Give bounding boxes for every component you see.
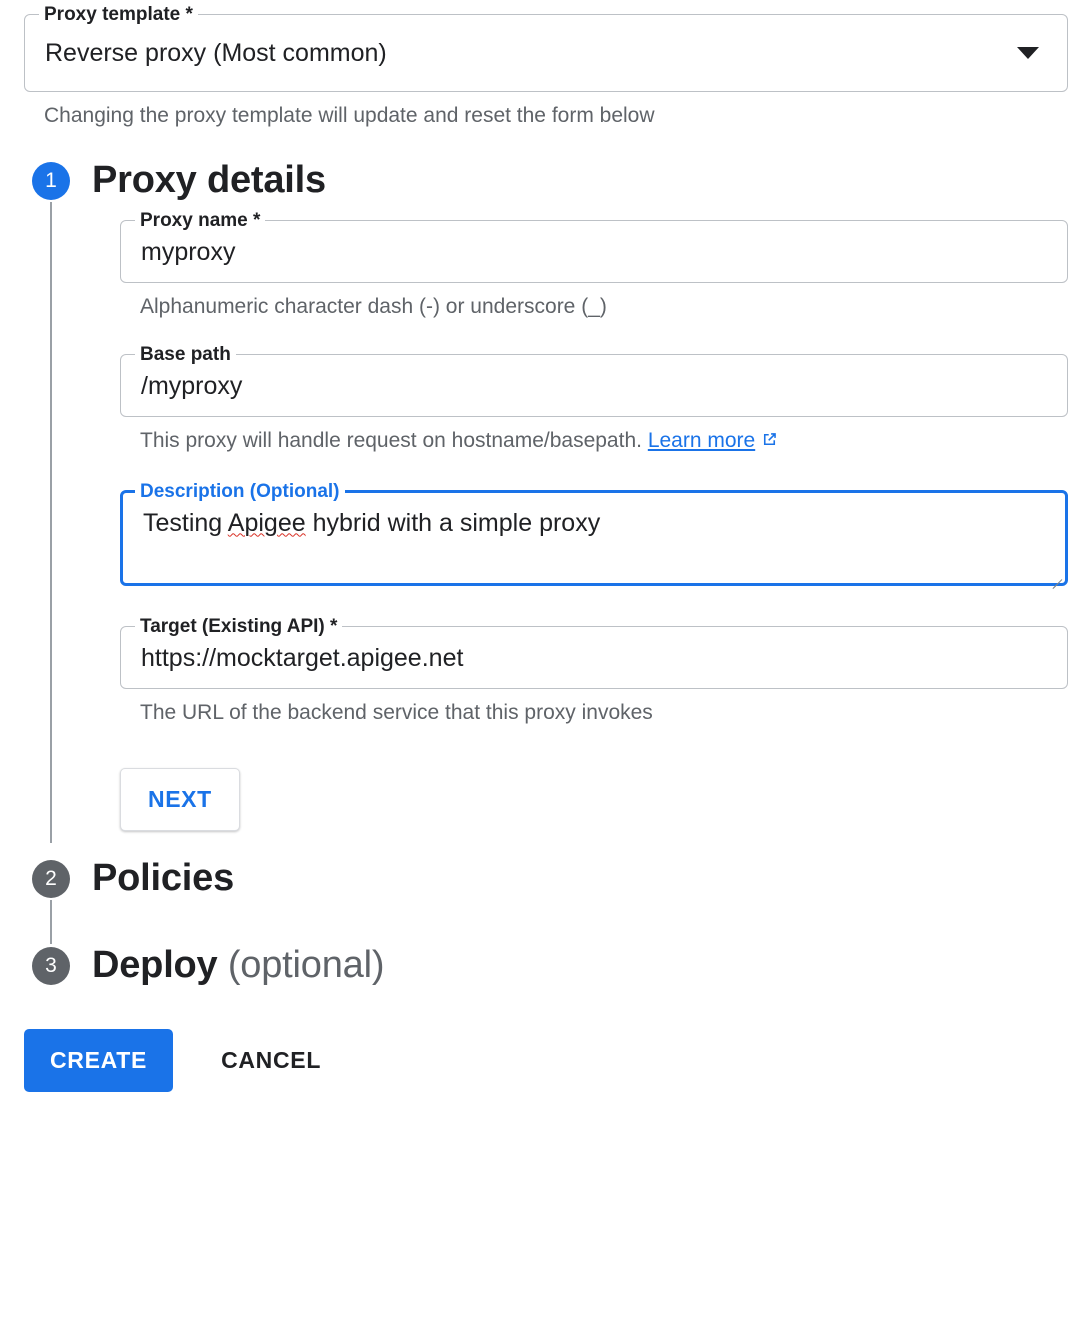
base-path-value: /myproxy (141, 372, 243, 401)
step-title-deploy (92, 944, 384, 987)
step-number-1: 1 (32, 162, 70, 200)
step-title-proxy-details: Proxy details (92, 159, 326, 202)
step-body-proxy-details (50, 202, 1068, 843)
create-button[interactable]: CREATE (24, 1029, 173, 1092)
form-footer (0, 1029, 1092, 1092)
description-text-part1: Testing (143, 509, 228, 538)
target-label: Target (Existing API) * (135, 616, 342, 638)
step-title-deploy-optional: (optional) (217, 944, 385, 987)
step-header-deploy[interactable] (24, 944, 1068, 987)
base-path-hint (140, 428, 1068, 456)
proxy-name-input[interactable] (120, 210, 1068, 283)
external-link-icon[interactable] (760, 430, 779, 456)
step-number-3: 3 (32, 947, 70, 985)
proxy-template-hint: Changing the proxy template will update and reset the form below (44, 104, 655, 127)
learn-more-link[interactable]: Learn more (647, 429, 756, 452)
proxy-template-select[interactable] (24, 4, 1068, 92)
chevron-down-icon[interactable] (1017, 47, 1039, 59)
target-input[interactable] (120, 616, 1068, 689)
proxy-template-label: Proxy template * (39, 4, 198, 26)
target-hint: The URL of the backend service that this proxy invokes (140, 701, 653, 724)
base-path-hint-text: This proxy will handle request on hostname/basepath. (140, 429, 642, 452)
description-label: Description (Optional) (135, 481, 345, 503)
base-path-label: Base path (135, 344, 236, 366)
proxy-name-hint: Alphanumeric character dash (-) or underscore (_) (140, 295, 607, 318)
proxy-name-label: Proxy name * (135, 210, 265, 232)
description-misspelled-word: Apigee (227, 509, 306, 538)
resize-grip-icon[interactable] (1050, 568, 1062, 580)
base-path-input[interactable] (120, 344, 1068, 417)
next-button[interactable]: NEXT (120, 768, 240, 831)
step-title-policies: Policies (92, 857, 235, 900)
proxy-name-value: myproxy (141, 238, 236, 267)
proxy-template-value: Reverse proxy (Most common) (45, 38, 387, 67)
step-connector (50, 900, 1068, 944)
step-header-policies[interactable] (24, 857, 1068, 900)
description-text-part2: hybrid with a simple proxy (305, 509, 601, 538)
target-value: https://mocktarget.apigee.net (141, 644, 464, 673)
step-title-deploy-text: Deploy (92, 944, 218, 987)
step-header-proxy-details[interactable] (24, 159, 1068, 202)
step-number-2: 2 (32, 860, 70, 898)
description-textarea[interactable] (120, 481, 1068, 586)
cancel-button[interactable]: CANCEL (195, 1029, 347, 1092)
